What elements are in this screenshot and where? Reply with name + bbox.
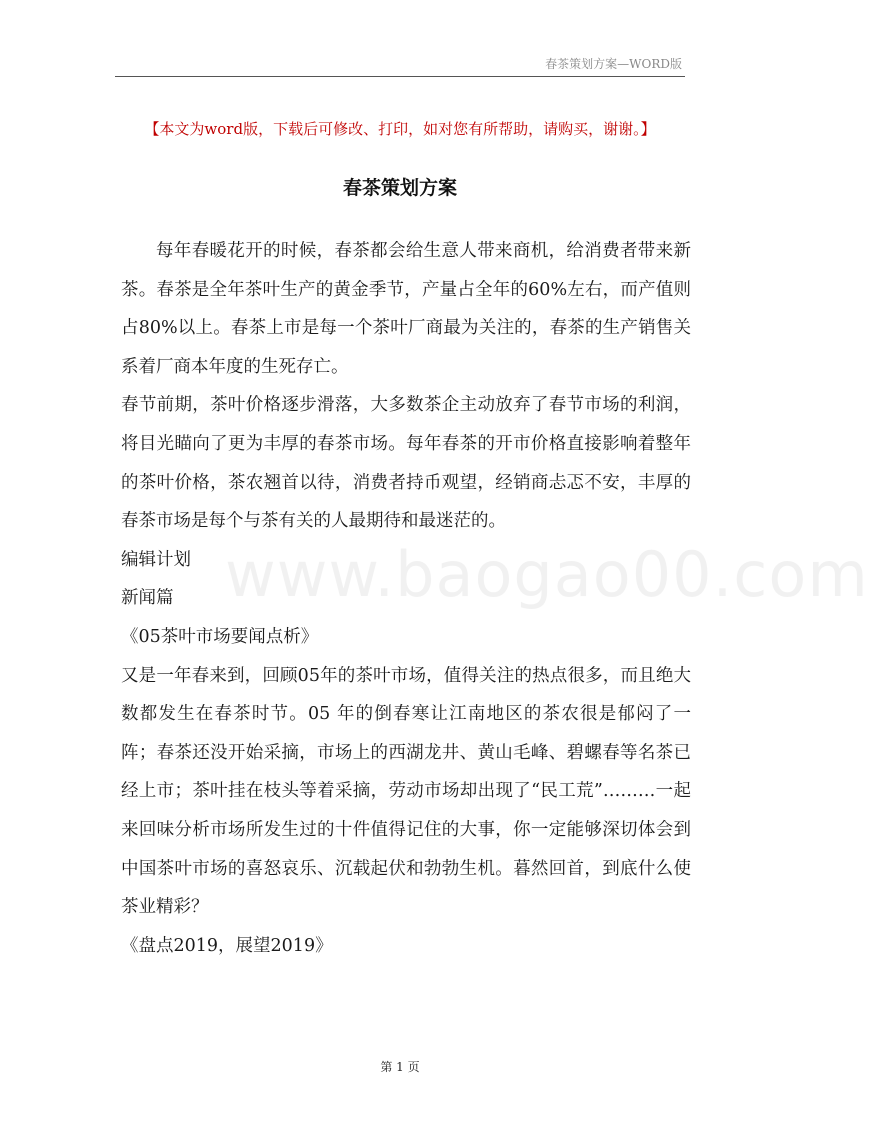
market-paragraph: 春节前期，茶叶价格逐步滑落，大多数茶企主动放弃了春节市场的利润，将目光瞄向了更为丰厚的春茶市场。每年春茶的开市价格直接影响着整年的茶叶价格，茶农翘首以待，消费者持币观望，经销商忐忑不安，丰厚的春茶市场是每个与茶有关的人最期待和最迷茫的。 — [121, 395, 691, 532]
watermark: www.baogao00.com — [225, 538, 869, 611]
document-body — [121, 232, 691, 965]
header-divider — [115, 76, 685, 77]
section-heading-editing-plan: 编辑计划 — [121, 549, 191, 570]
intro-paragraph: 每年春暖花开的时候，春茶都会给生意人带来商机，给消费者带来新茶。春茶是全年茶叶生产的黄金季节，产量占全年的60%左右，而产值则占80%以上。春茶上市是每一个茶叶厂商最为关注的，春茶的生产销售关系着厂商本年度的生死存亡。 — [121, 241, 691, 377]
document-title: 春茶策划方案 — [342, 177, 457, 199]
review-paragraph: 又是一年春来到，回顾05年的茶叶市场，值得关注的热点很多，而且绝大数都发生在春茶时节。05 年的倒春寒让江南地区的茶农很是郁闷了一阵；春茶还没开始采摘，市场上的西湖龙井、黄山毛峰、碧螺春等名茶已经上市；茶叶挂在枝头等着采摘，劳动市场却出现了“民工荒”………一起来回味分析市场所发生过的十件值得记住的大事，你一定能够深切体会到中国茶叶市场的喜怒哀乐、沉载起伏和勃勃生机。暮然回首，到底什么使茶业精彩？ — [121, 665, 691, 918]
article-title-2019-review: 《盘点2019，展望2019》 — [121, 935, 333, 956]
download-notice: 【本文为word版，下载后可修改、打印，如对您有所帮助，请购买，谢谢。】 — [144, 120, 656, 138]
page-number: 第 1 页 — [380, 1060, 420, 1074]
article-title-05-analysis: 《05茶叶市场要闻点析》 — [121, 626, 319, 647]
section-heading-news: 新闻篇 — [121, 588, 174, 609]
running-header: 春茶策划方案—WORD版 — [545, 57, 682, 71]
